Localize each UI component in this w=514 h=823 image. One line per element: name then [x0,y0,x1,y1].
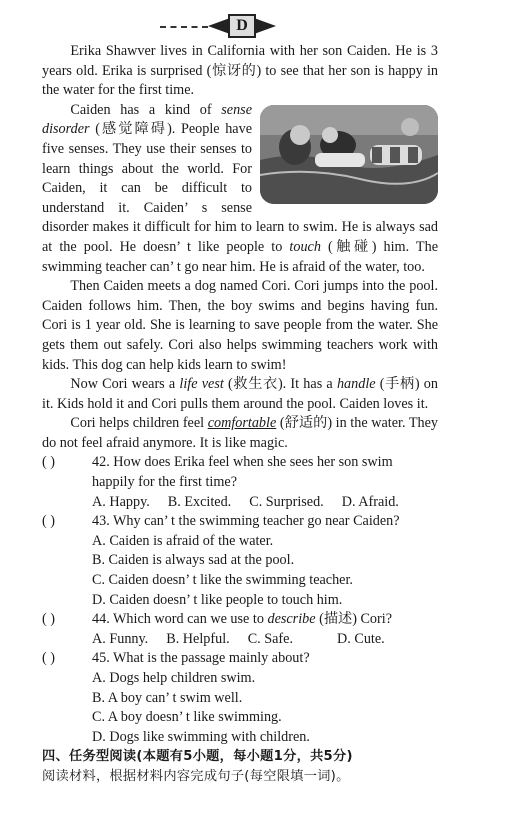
option-42-b: B. Excited. [167,493,232,510]
question-44-options [42,630,438,650]
p4-text-a: Now Cori wears a [70,376,180,393]
pool-photo [260,105,438,204]
section-four-title [42,747,438,767]
page [42,14,438,787]
option-44-c: C. Safe. [247,630,294,647]
answer-blank-45[interactable]: ( ) [42,650,55,667]
question-44-term-describe: describe [267,611,316,628]
passage-paragraph-4 [42,375,438,414]
p4-term-handle: handle [336,376,376,393]
option-42-d: D. Afraid. [341,493,399,510]
option-43-c: C. Caiden doesn’ t like the swimming teacher. [92,572,353,589]
option-45-d: D. Dogs like swimming with children. [92,728,310,745]
option-45-c: C. A boy doesn’ t like swimming. [92,709,282,726]
option-43-b: B. Caiden is always sad at the pool. [92,552,295,569]
section-header [42,14,438,38]
answer-blank-42[interactable]: ( ) [42,454,55,471]
p4-text-b: (救生衣). It has a [223,376,337,393]
p2-term-touch: touch [289,238,321,255]
answer-blank-44[interactable]: ( ) [42,611,55,628]
header-arrow-right-icon [254,18,276,34]
section-four-title-c: ) [346,749,353,765]
question-44-text-a: 44. Which word can we use to [92,611,268,628]
option-45-b: B. A boy can’ t swim well. [92,689,243,706]
section-four-title-a: 四、任务型阅读( [42,749,143,765]
option-42-a: A. Happy. [92,493,150,510]
passage-paragraph-3: Then Caiden meets a dog named Cori. Cori jumps into the pool. Caiden follows him. Then, the boy swims and begins having fun. Cori is 1 year old. She is learning to save people from the water. She gets them out safely. Cori also helps swimming teachers work with kids. This dog can help kids learn to swim! [42,278,438,373]
question-44-text-b: (描述) Cori? [315,611,392,628]
answer-blank-43[interactable]: ( ) [42,513,55,530]
passage-paragraph-5 [42,414,438,453]
p2-text-b: (感觉障碍). People have five senses. They use their senses to learn things about the world. For Caiden, it can be difficult to understand it. Caiden’ s sense disorder makes it difficult for him to learn to swim. He is always sad at the pool. He doesn’ t like people to [42,121,438,255]
passage-paragraph-1: Erika Shawver lives in California with her son Caiden. He is 3 years old. Erika is surprised (惊讶的) to see that her son is happy in the water for the first time. [42,43,438,99]
p5-text-b: (舒适的) in the water. They do not feel afraid anymore. It is like magic. [42,415,438,451]
p5-term-comfortable [208,415,277,431]
section-four-instruction: 阅读材料，根据材料内容完成句子(每空限填一词)。 [42,768,350,784]
question-42-options [42,493,438,513]
question-42-text: 42. How does Erika feel when she sees her son swim happily for the first time? [92,454,393,491]
option-42-c: C. Surprised. [249,493,324,510]
pool-photo-image [260,105,438,204]
option-43-d: D. Caiden doesn’ t like people to touch him. [92,591,343,608]
option-44-d: D. Cute. [337,630,385,647]
p2-term-sense-disorder: sense disorder [42,101,252,138]
p4-term-life-vest: life vest [179,376,224,393]
question-45-text: 45. What is the passage mainly about? [92,650,310,667]
option-45-a: A. Dogs help children swim. [92,670,256,686]
p5-text-a: Cori helps children feel [70,415,208,432]
option-44-a: A. Funny. [92,630,149,647]
p5-term-underline: comfortable [207,415,277,432]
option-43-a: A. Caiden is afraid of the water. [92,532,274,549]
option-44-b: B. Helpful. [166,630,230,647]
p4-text-c: (手柄) on it. Kids hold it and Cori pulls them around the pool. Caiden loves it. [42,376,438,412]
p2-text-c: (触碰) him. The swimming teacher can’ t go near him. He is afraid of the water, too. [42,238,438,275]
question-45 [42,649,438,669]
question-43 [42,512,438,532]
question-43-text: 43. Why can’ t the swimming teacher go near Caiden? [92,513,400,530]
question-44 [42,610,438,630]
section-four-title-b: 本题有5小题，每小题1分，共5分 [142,749,347,765]
header-arrow-left-icon [208,18,230,34]
question-42 [42,453,438,492]
header-dash [160,26,208,28]
p2-text-a: Caiden has a kind of [70,101,222,118]
section-badge: D [228,14,256,38]
